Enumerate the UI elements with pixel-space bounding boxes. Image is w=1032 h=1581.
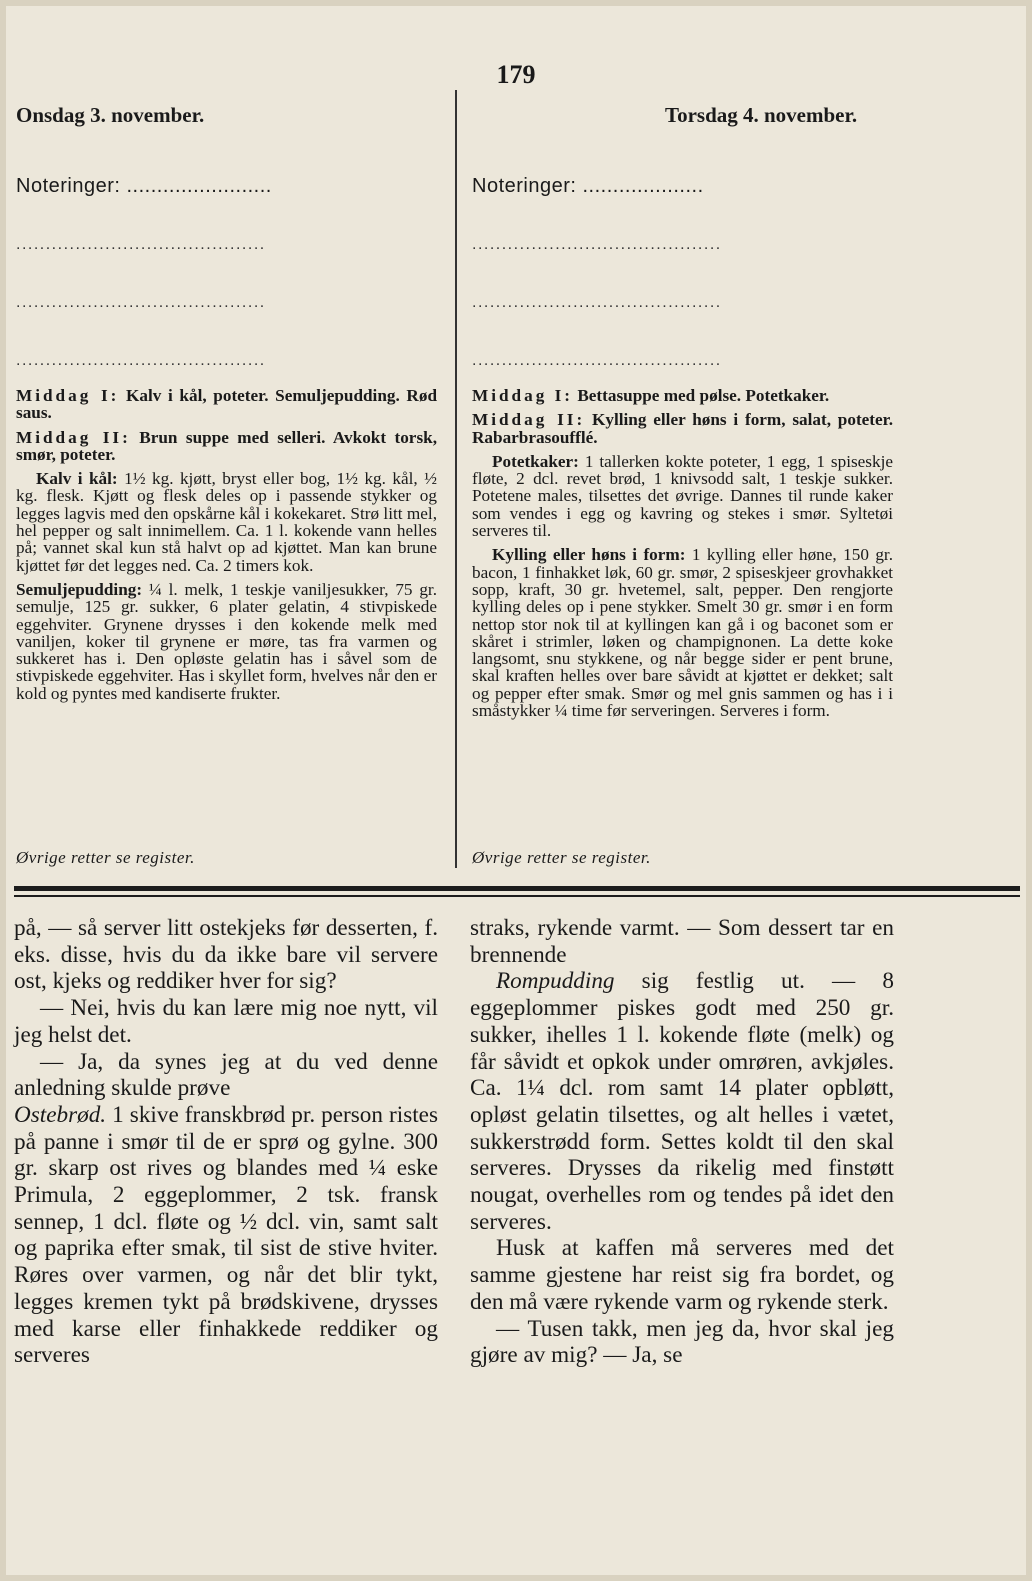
right-notes (472, 175, 896, 370)
page-number: 179 (496, 60, 536, 89)
left-register-note: Øvrige retter se register. (16, 848, 195, 867)
right-recipe-2: Kylling eller høns i form: 1 kylling eller høne, 150 gr. bacon, 1 finhakket løk, 60 gr. smør, 2 spiseskjeer grovhakket sopp, kraft, 30 gr. hvetemel, salt, pepper. Den rengjorte kylling deles op i pene stykker. Smelt 30 gr. smør i en form nettop stor nok til at kyllingen kan gå i og baconet som er skåret i strimler, løken og champignonen. La dette koke langsomt, snu stykkene, og når begge sider er pent brune, skal kraften helles over bare såvidt at kjøttet er dekket; salt og pepper efter smak. Smør og mel gnis sammen og has i i småstykker ¼ time før serveringen. Serveres i form. (472, 545, 894, 721)
right-notes-line-2: .......................................... (472, 294, 722, 311)
left-notes-line-1: .......................................... (16, 236, 266, 253)
right-menu-2: Middag II: Kylling eller høns i form, salat, poteter. Rabarbrasoufflé. (472, 410, 894, 447)
right-register-note: Øvrige retter se register. (472, 848, 651, 867)
right-notes-line-1: .......................................... (472, 236, 722, 253)
right-notes-line-3: .......................................... (472, 352, 722, 369)
right-recipes (472, 387, 893, 726)
left-day-title: Onsdag 3. november. (16, 103, 205, 127)
body-left-column (14, 915, 438, 1369)
left-menu-2: Middag II: Brun suppe med selleri. Avkokt torsk, smør, poteter. (16, 427, 437, 464)
left-notes (16, 175, 440, 370)
body-right-p3: Husk at kaffen må serveres med det samme gjestene har reist sig fra bordet, og den må være rykende varm og rykende sterk. (470, 1235, 894, 1315)
ostebrod-heading: Ostebrød. (14, 1101, 107, 1128)
left-recipe-2: Semuljepudding: ¼ l. melk, 1 teskje vaniljesukker, 75 gr. semulje, 125 gr. sukker, 6 plater gelatin, 4 stivpiskede eggehviter. Grynene drysses i den kokende melk med vaniljen, koker til grynene er møre, tas fra varmen og sukkeret has i. Den opløste gelatin has i såvel som de stivpiskede eggehviter. Has i skyllet form, hvelves når den er kold og pyntes med kandiserte frukter. (16, 579, 437, 703)
left-notes-label: Noteringer: ........................ (16, 175, 272, 197)
body-right-p2: Rompudding sig festlig ut. — 8 eggeplommer piskes godt med 250 gr. sukker, ihelles 1 l. kokende fløte (melk) og får såvidt et opkok under omrøren, avkjøles. Ca. 1¼ dcl. rom samt 14 plater opbløtt, opløst gelatin tilsettes, og alt helles i vætet, sukkerstrødd form. Settes koldt til den skal serveres. Drysses da rikelig med finstøtt nougat, overhelles rom og tendes på idet den serveres. (470, 968, 894, 1235)
rompudding-heading: Rompudding (496, 968, 615, 995)
left-recipe-1: Kalv i kål: 1½ kg. kjøtt, bryst eller bog, 1½ kg. kål, ½ kg. flesk. Kjøtt og flesk deles op i passende stykker og legges lagvis med den opskårne kål i kokekaret. Strø litt mel, hel pepper og salt innimellem. Ca. 1 l. kokende vann helles på; vannet skal kun stå halvt op ad kjøttet. Man kan brune kjøttet før det legges ned. Ca. 2 timers kok. (16, 469, 438, 575)
right-recipe-1: Potetkaker: 1 tallerken kokte poteter, 1 egg, 1 spiseskje fløte, 2 dcl. revet brød, 1 knivsodd salt, 1 teskje sukker. Potetene males, tilsettes det øvrige. Dannes til runde kaker som vendes i egg og kavring og stekes i smør. Syltetøi serveres til. (472, 451, 893, 541)
right-menu-1: Middag I: Bettasuppe med pølse. Potetkaker. (472, 386, 830, 405)
body-left-p1: på, — så server litt ostekjeks før desserten, f. eks. disse, hvis du da ikke bare vil servere ost, kjeks og reddiker hver for sig? (14, 915, 438, 995)
column-divider (455, 90, 457, 868)
body-left-p4: Ostebrød. 1 skive franskbrød pr. person ristes på panne i smør til de er sprø og gylne. 300 gr. skarp ost rives og blandes med ¼ eske Primula, 2 eggeplommer, 2 tsk. fransk sennep, 1 dcl. fløte og ½ dcl. vin, samt salt og paprika efter smak, til sist de stive hviter. Røres over varmen, og når det blir tykt, legges kremen tykt på brødskivene, drysses med karse eller finhakkede reddiker og serveres (14, 1101, 438, 1369)
section-rule-thin (14, 895, 1020, 897)
left-notes-line-2: .......................................... (16, 294, 266, 311)
body-right-p1: straks, rykende varmt. — Som dessert tar en brennende (470, 915, 894, 968)
left-notes-line-3: .......................................... (16, 352, 266, 369)
right-notes-label: Noteringer: .................... (472, 175, 704, 197)
body-right-p4: — Tusen takk, men jeg da, hvor skal jeg gjøre av mig? — Ja, se (470, 1315, 894, 1369)
body-left-p3: — Ja, da synes jeg at du ved denne anledning skulde prøve (14, 1048, 438, 1102)
right-day-title: Torsdag 4. november. (665, 103, 858, 127)
body-left-p2: — Nei, hvis du kan lære mig noe nytt, vil jeg helst det. (14, 995, 438, 1048)
left-menu-1: Middag I: Kalv i kål, poteter. Semuljepudding. Rød saus. (16, 386, 437, 423)
left-recipes (16, 387, 437, 709)
section-rule-thick (14, 886, 1020, 891)
body-right-column (470, 915, 894, 1369)
